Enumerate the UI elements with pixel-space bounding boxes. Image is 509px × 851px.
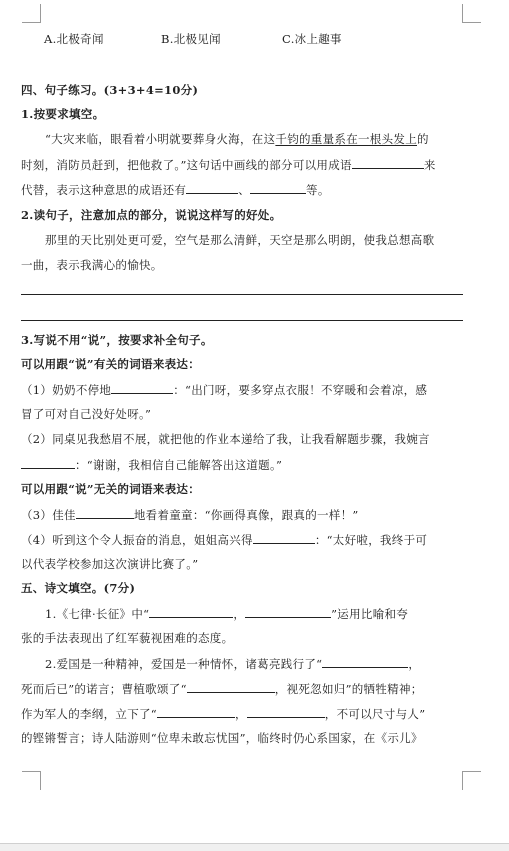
poem-blank-4[interactable]: [187, 681, 275, 693]
q1-line-1-end: 的: [417, 132, 429, 146]
poem-blank-1[interactable]: [149, 606, 233, 618]
q1-line-1-text: “大灾来临，眼看着小明就要葬身火海，在这: [45, 132, 276, 146]
q1-title: 1.按要求填空。: [21, 107, 105, 121]
poem-blank-3[interactable]: [322, 656, 408, 668]
choice-option-b[interactable]: B.北极见闻: [161, 32, 221, 46]
poem-blank-6[interactable]: [247, 706, 325, 718]
q1-underlined-phrase: 千钧的重量系在一根头发上: [275, 132, 417, 146]
q2-sentence-line-1: 那里的天比别处更可爱，空气是那么清鲜，天空是那么明朗，使我总想高歌: [45, 233, 435, 247]
poem-q1-line-1: [45, 606, 408, 621]
poem-q2-line-1: [45, 656, 420, 671]
idiom-blank-1[interactable]: [352, 157, 424, 169]
q3-item-2-line-1: （2）同桌见我愁眉不展，就把他的作业本递给了我，让我看解题步骤，我婉言: [21, 432, 430, 446]
q1-line-3-sep: 、: [238, 183, 251, 197]
q1-line-2-end: 来: [423, 158, 436, 172]
poem-q2-text: 2.爱国是一种精神，爱国是一种情怀，诸葛亮践行了“: [45, 657, 323, 671]
q3-title: 3.写说不用“说”，按要求补全句子。: [21, 333, 213, 347]
q3-item-2-rest: ：“谢谢，我相信自己能解答出这道题。”: [75, 458, 283, 472]
q3-subheading-2: 可以用跟“说”无关的词语来表达：: [21, 482, 201, 496]
poem-blank-2[interactable]: [245, 606, 331, 618]
poem-q2-line-3-text: 作为军人的李纲，立下了“: [21, 707, 157, 721]
poem-blank-5[interactable]: [157, 706, 235, 718]
crop-mark-top-left: [22, 4, 41, 23]
q1-line-2: [21, 157, 436, 172]
q2-sentence-line-2: 一曲，表示我满心的愉快。: [21, 258, 163, 272]
q1-line-3-end: 等。: [306, 183, 330, 197]
q3-item-3-text: （3）佳佳: [21, 508, 76, 522]
idiom-blank-3[interactable]: [250, 182, 306, 194]
q1-line-2-text: 时刻，消防员赶到，把他救了。”这句话中画线的部分可以用成语: [21, 158, 352, 172]
q3-item-4-rest: ：“太好啦，我终于可: [314, 533, 428, 547]
say-blank-4[interactable]: [253, 532, 315, 544]
page-bottom-band: [0, 844, 509, 851]
q3-item-2-line-2: [21, 457, 282, 472]
crop-mark-top-right: [462, 4, 481, 23]
q3-item-4-line-2: 以代表学校参加这次演讲比赛了。”: [21, 557, 199, 571]
q3-item-4-text: （4）听到这个令人振奋的消息，姐姐高兴得: [21, 533, 253, 547]
q1-line-3: [21, 182, 330, 197]
poem-q2-line-3-rest: ，不可以尺寸与人”: [324, 707, 426, 721]
section5-heading: 五、诗文填空。(7分): [21, 581, 136, 595]
poem-q1-line-2: 张的手法表现出了红军藐视困难的态度。: [21, 631, 234, 645]
q3-item-1-line-1: [21, 382, 427, 397]
q2-title: 2.读句子，注意加点的部分，说说这样写的好处。: [21, 208, 282, 222]
q3-item-3-rest: 地看着童童：“你画得真像，跟真的一样！”: [133, 508, 359, 522]
poem-q2-line-4: 的铿锵誓言；诗人陆游则“位卑未敢忘忧国”，临终时仍心系国家，在《示儿》: [21, 731, 423, 745]
section4-heading: 四、句子练习。(3+3+4=10分): [21, 83, 199, 97]
crop-mark-bottom-left: [22, 771, 41, 790]
say-blank-2[interactable]: [21, 457, 75, 469]
q3-item-3: [21, 507, 359, 522]
q1-line-1: [45, 132, 429, 146]
crop-mark-bottom-right: [462, 771, 481, 790]
q3-item-1-text: （1）奶奶不停地: [21, 383, 112, 397]
q3-item-1-line-2: 冒了可对自己没好处呀。”: [21, 407, 152, 421]
q3-subheading-1: 可以用跟“说”有关的词语来表达：: [21, 357, 201, 371]
choice-option-a[interactable]: A.北极奇闻: [44, 32, 104, 46]
poem-q2-line-2-rest: ，视死忽如归”的牺牲精神；: [274, 682, 423, 696]
poem-q2-line-1-end: ，: [408, 657, 421, 671]
poem-q1-rest: ”运用比喻和夸: [331, 607, 409, 621]
poem-q2-line-2: [21, 681, 423, 696]
q3-item-1-rest: ：“出门呀，要多穿点衣服！不穿暖和会着凉，感: [173, 383, 428, 397]
answer-line-1[interactable]: [21, 294, 463, 295]
q1-line-3-text: 代替，表示这种意思的成语还有: [21, 183, 187, 197]
say-blank-3[interactable]: [76, 507, 134, 519]
poem-q2-line-3: [21, 706, 425, 721]
poem-q2-line-2-text: 死而后已”的诺言；曹植歌颂了“: [21, 682, 187, 696]
choice-option-c[interactable]: C.冰上趣事: [282, 32, 342, 46]
say-blank-1[interactable]: [111, 382, 173, 394]
answer-line-2[interactable]: [21, 320, 463, 321]
poem-q1-text: 1.《七律·长征》中“: [45, 607, 150, 621]
poem-q1-sep: ，: [233, 607, 246, 621]
idiom-blank-2[interactable]: [186, 182, 238, 194]
q3-item-4-line-1: [21, 532, 427, 547]
poem-q2-line-3-sep: ，: [234, 707, 247, 721]
